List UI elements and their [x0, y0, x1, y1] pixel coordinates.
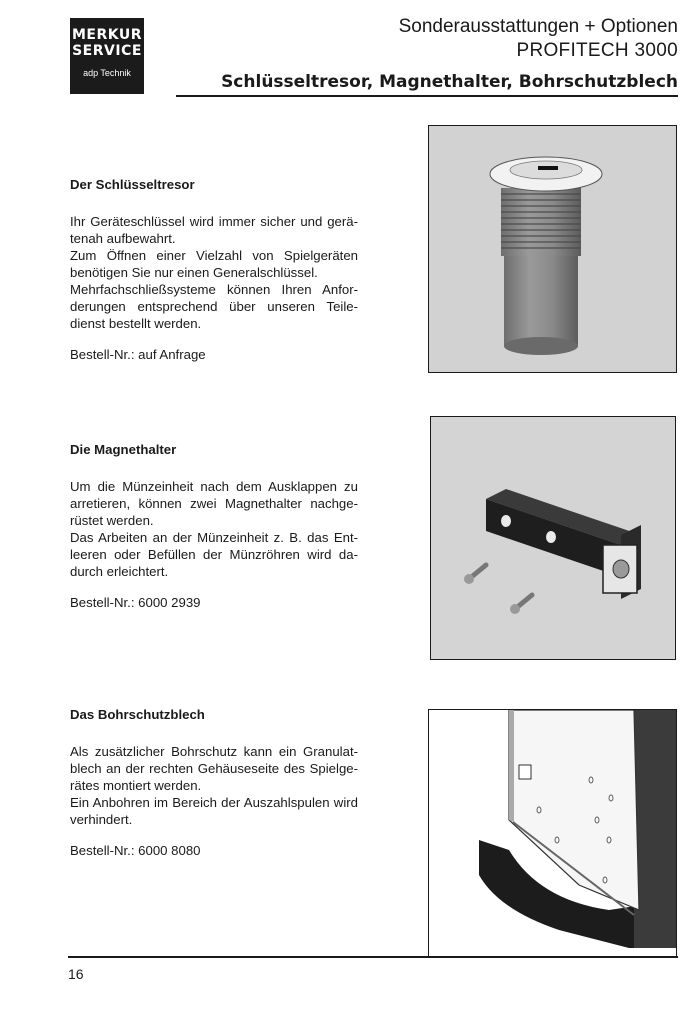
section-paragraph: Ein Anbohren im Bereich der Auszahlspulen wird verhindert.: [70, 795, 358, 827]
header-category: Sonderausstattungen + Optionen: [398, 16, 678, 37]
order-number: Bestell-Nr.: 6000 8080: [70, 843, 201, 858]
key-safe-illustration: [429, 126, 676, 372]
logo-line-2: SERVICE: [72, 43, 142, 59]
footer-divider: [68, 956, 678, 958]
section-paragraph: Um die Münzeinheit nach dem Ausklappen zu arretieren, können zwei Magnethalter nachge-rüstet werden.: [70, 479, 358, 528]
header-divider: [176, 95, 678, 97]
section-magnethalter: [70, 441, 358, 611]
section-paragraph: Das Arbeiten an der Münzeinheit z. B. das Ent-leeren oder Befüllen der Münzröhren wird da-durch erleichtert.: [70, 530, 358, 579]
magnet-holder-illustration: [431, 417, 675, 659]
logo-line-3: adp Technik: [83, 68, 131, 78]
section-paragraph: Als zusätzlicher Bohrschutz kann ein Granulat-blech an der rechten Gehäuseseite des Spielge-rätes montiert werden.: [70, 744, 358, 793]
anti-drill-plate-image: [428, 709, 677, 957]
logo-line-1: MERKUR: [71, 27, 143, 43]
section-bohrschutzblech: [70, 706, 358, 859]
order-number: Bestell-Nr.: 6000 2939: [70, 595, 201, 610]
section-schluesseltresor: [70, 176, 358, 363]
section-paragraph: Mehrfachschließsysteme können Ihren Anfor-derungen entsprechend über unseren Teile-dienst bestellt werden.: [70, 282, 358, 331]
page-number: 16: [68, 966, 84, 982]
anti-drill-plate-illustration: [429, 710, 676, 956]
section-heading: Das Bohrschutzblech: [70, 707, 205, 722]
key-safe-image: [428, 125, 677, 373]
page-title: Schlüsseltresor, Magnethalter, Bohrschutzblech: [221, 72, 678, 92]
magnet-holder-image: [430, 416, 676, 660]
section-heading: Die Magnethalter: [70, 442, 177, 457]
section-paragraph: Zum Öffnen einer Vielzahl von Spielgeräten benötigen Sie nur einen Generalschlüssel.: [70, 248, 358, 280]
header-model: PROFITECH 3000: [516, 40, 678, 61]
order-number: Bestell-Nr.: auf Anfrage: [70, 347, 206, 362]
merkur-service-logo: [70, 18, 144, 94]
section-heading: Der Schlüsseltresor: [70, 177, 195, 192]
section-paragraph: Ihr Geräteschlüssel wird immer sicher und gerä-tenah aufbewahrt.: [70, 214, 358, 246]
